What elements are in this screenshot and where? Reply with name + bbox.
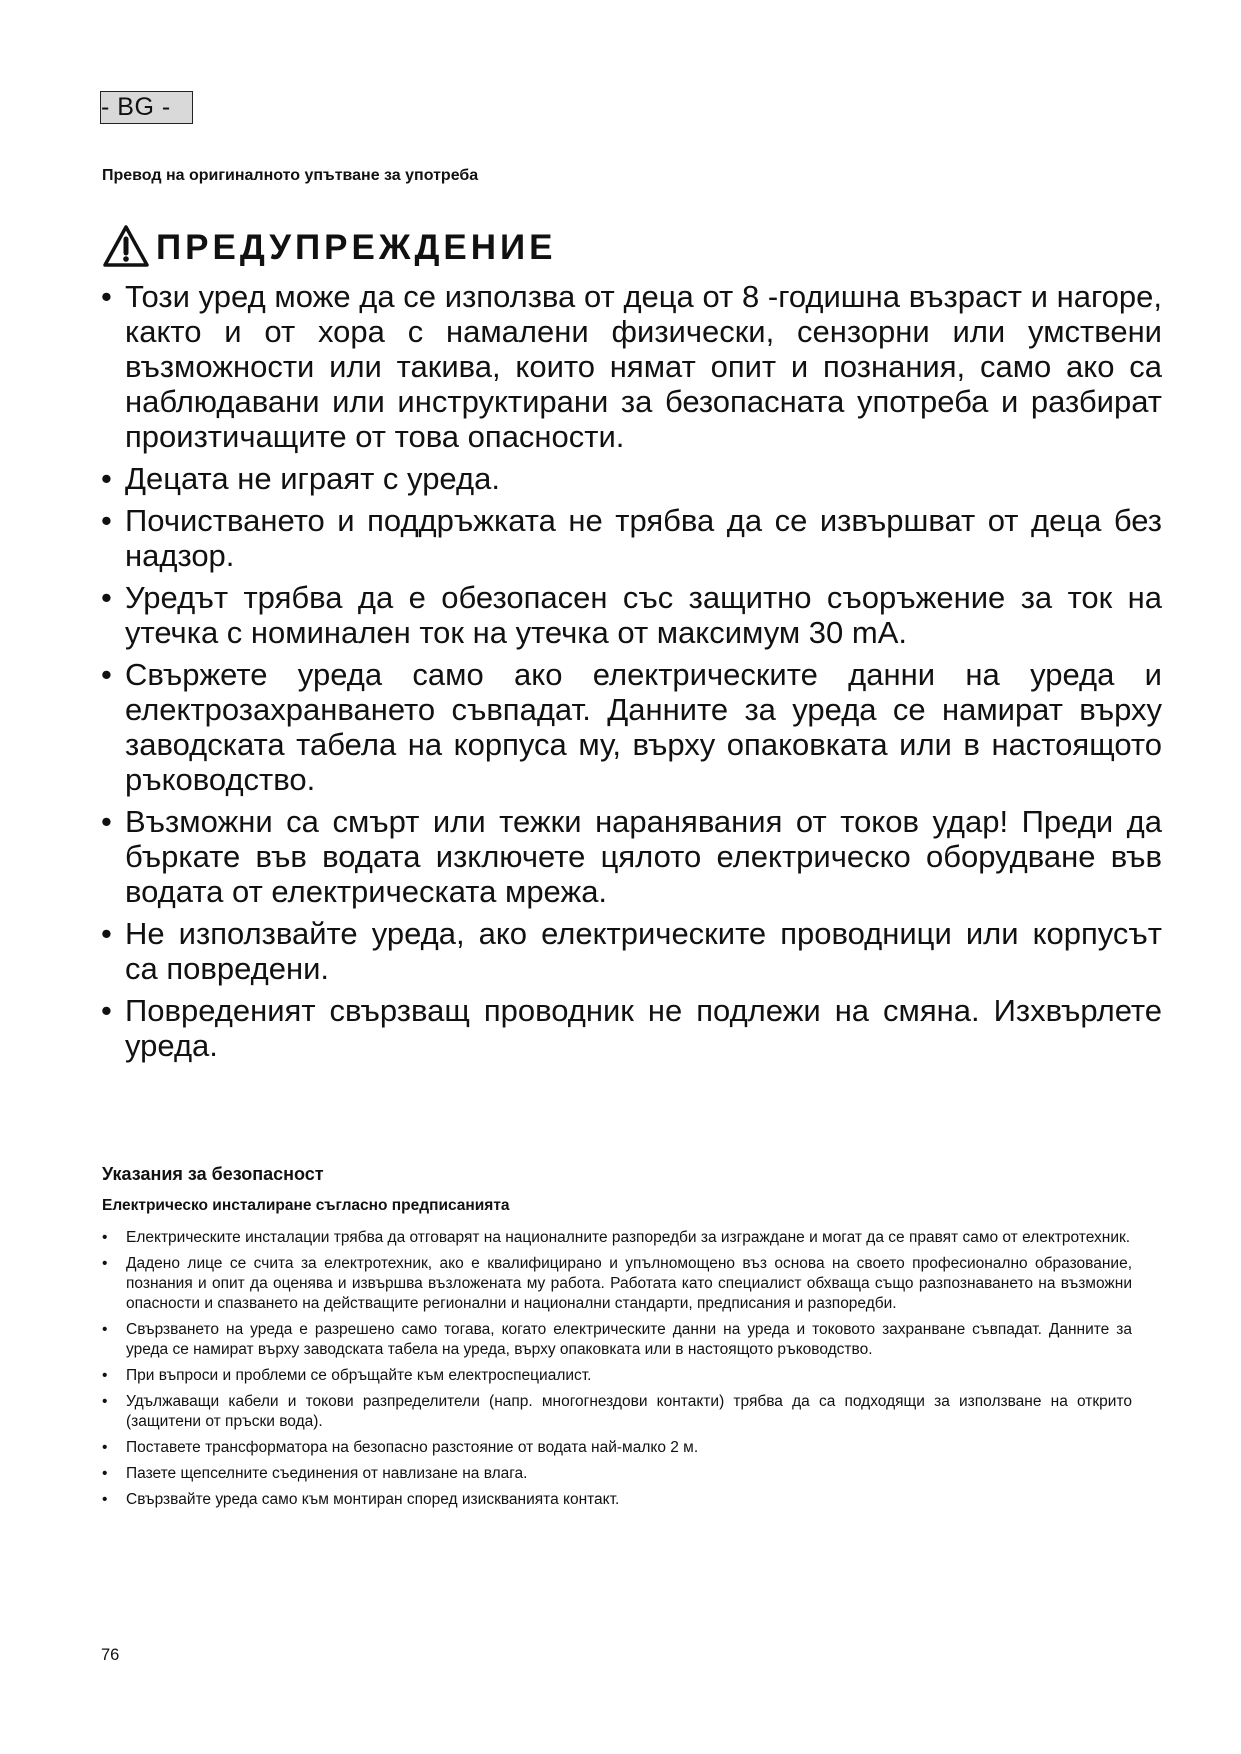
bullet: • [101,916,112,951]
list-item-text: Свързвайте уреда само към монтиран според изискванията контакт. [126,1491,620,1508]
warning-header [102,208,557,268]
bullet: • [102,1439,108,1456]
list-item-text: Уредът трябва да е обезопасен със защитно съоръжение за ток на утечка с номинален ток на утечка от максимум 30 mA. [125,580,1162,650]
bullet: • [102,1321,108,1338]
warning-triangle-icon [102,224,150,268]
list-item [100,503,1162,573]
bullet: • [101,461,112,496]
list-item [100,916,1162,986]
document-subtitle: Превод на оригиналното упътване за употреба [102,167,479,184]
bullet: • [102,1465,108,1482]
list-item [100,1320,1132,1360]
list-item [100,461,1162,496]
list-item-text: Електрическите инсталации трябва да отговарят на националните разпоредби за изграждане и могат да се правят само от електротехник. [126,1229,1131,1246]
list-item [100,1228,1132,1248]
bullet: • [102,1367,108,1384]
list-item [100,1254,1132,1314]
list-item [100,1490,1132,1510]
list-item [100,993,1162,1063]
list-item [100,1366,1132,1386]
list-item [100,657,1162,797]
language-tag: - BG - [100,91,193,124]
warning-title: ПРЕДУПРЕЖДЕНИЕ [156,228,557,267]
bullet: • [101,657,112,692]
bullet: • [101,503,112,538]
bullet: • [102,1229,108,1246]
list-item [100,804,1162,909]
bullet: • [102,1255,108,1272]
bullet: • [101,804,112,839]
list-item-text: При въпроси и проблеми се обръщайте към електроспециалист. [126,1367,592,1384]
list-item [100,1438,1132,1458]
list-item [100,580,1162,650]
list-item-text: Почистването и поддръжката не трябва да се извършват от деца без надзор. [125,503,1162,573]
bullet: • [102,1491,108,1508]
list-item-text: Поставете трансформатора на безопасно разстояние от водата най-малко 2 м. [126,1439,699,1456]
bullet: • [101,279,112,314]
list-item-text: Свързването на уреда е разрешено само тогава, когато електрическите данни на уреда и токовото захранване съвпадат. Данните за уреда се намират върху заводската табела на уреда, върху опаковката или в настоящото ръководство. [126,1321,1132,1358]
safety-section-title: Указания за безопасност [102,1164,324,1184]
list-item-text: Не използвайте уреда, ако електрическите проводници или корпусът са повредени. [125,916,1162,986]
list-item [100,1392,1132,1432]
bullet: • [101,580,112,615]
list-item-text: Пазете щепселните съединения от навлизане на влага. [126,1465,528,1482]
list-item-text: Удължаващи кабели и токови разпределители (напр. многогнездови контакти) трябва да са подходящи за използване на открито (защитени от пръски вода). [126,1393,1132,1430]
list-item-text: Повреденият свързващ проводник не подлежи на смяна. Изхвърлете уреда. [125,993,1162,1063]
list-item-text: Децата не играят с уреда. [125,461,500,496]
safety-list [100,1228,1132,1516]
list-item [100,279,1162,454]
bullet: • [101,993,112,1028]
list-item [100,1464,1132,1484]
list-item-text: Дадено лице се счита за електротехник, ако е квалифицирано и упълномощено въз основа на своето професионално образование, познания и опит да оценява и извършва възложената му работа. Работата като специалист обхваща също разпознаването на възможни опасности и спазването на действащите регионални и национални стандарти, предписания и разпоредби. [126,1255,1132,1312]
bullet: • [102,1393,108,1410]
safety-section-subtitle: Електрическо инсталиране съгласно предписанията [102,1197,510,1214]
list-item-text: Този уред може да се използва от деца от 8 -годишна възраст и нагоре, както и от хора с намалени физически, сензорни или умствени възможности или такива, които нямат опит и познания, само ако са наблюдавани или инструктирани за безопасната употреба и разбират произтичащите от това опасности. [125,279,1162,454]
list-item-text: Свържете уреда само ако електрическите данни на уреда и електрозахранването съвпадат. Данните за уреда се намират върху заводската табела на корпуса му, върху опаковката или в настоящото ръководство. [125,657,1162,797]
page-number: 76 [101,1646,120,1664]
list-item-text: Възможни са смърт или тежки наранявания от токов удар! Преди да бъркате във водата изключете цялото електрическо оборудване във водата от електрическата мрежа. [125,804,1162,909]
warning-list [100,279,1162,1070]
